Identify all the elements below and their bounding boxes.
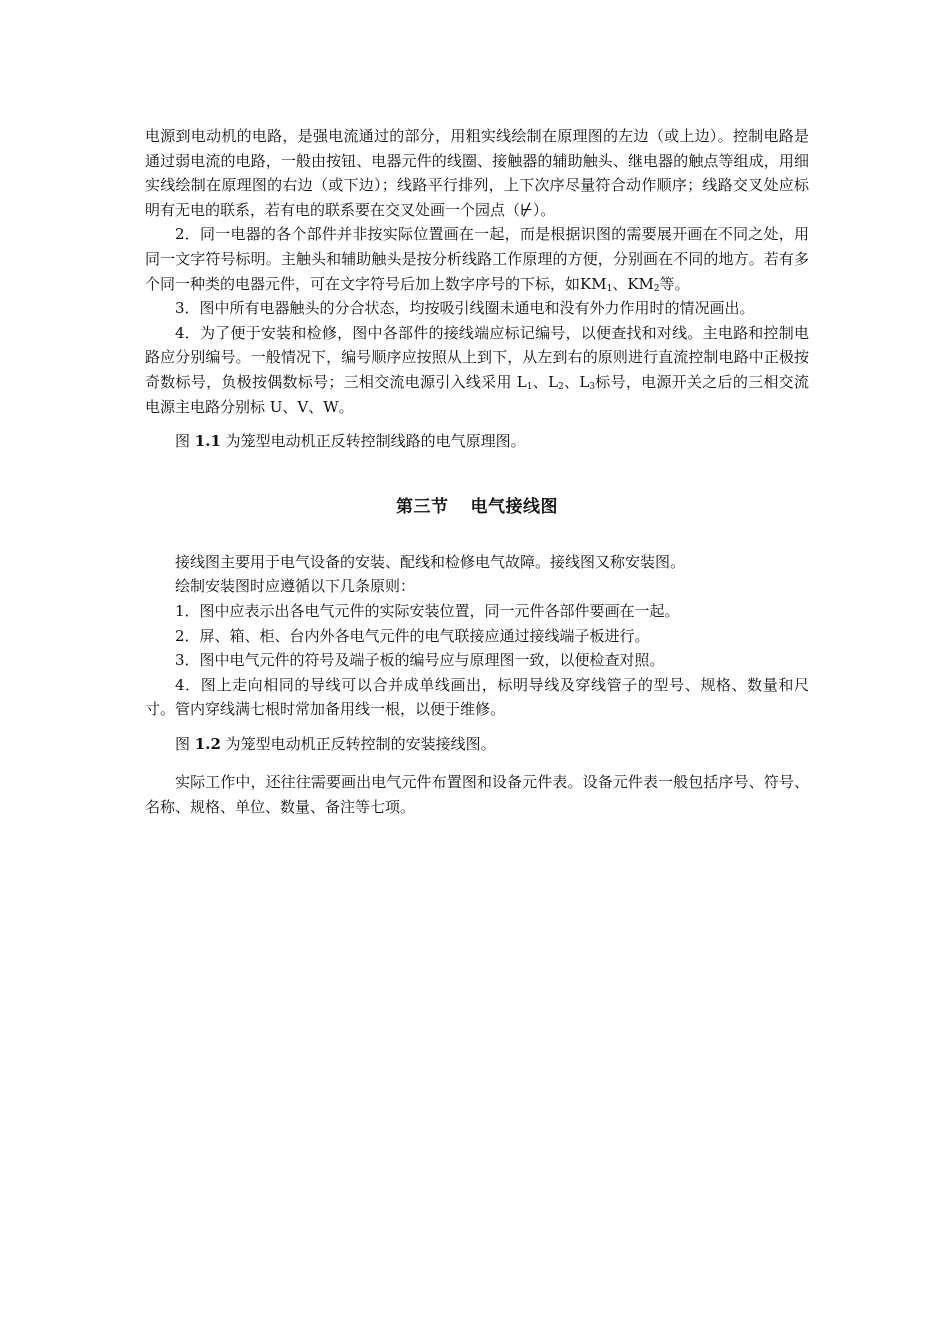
item-4	[145, 321, 809, 419]
l-subscript-3: 3	[589, 381, 596, 392]
figure-number: 1.2	[194, 734, 221, 753]
figure-1-1-caption	[145, 429, 809, 454]
paragraph-intro: 接线图主要用于电气设备的安装、配线和检修电气故障。接线图又称安装图。	[175, 552, 686, 571]
paragraph-circuit-description: 电源到电动机的电路，是强电流通过的部分，用粗实线绘制在原理图的左边（或上边）。控制电路是通过弱电流的电路，一般由按钮、电器元件的线圈、接触器的辅助触头、继电器的触点等组成，用细实线绘制在原理图的右边（或下边）；线路平行排列，上下次序尽量符合动作顺序；线路交叉处应标明有无电的联系，若有电的联系要在交叉处画一个园点（⊬）。	[145, 127, 809, 219]
paragraph-final: 实际工作中，还往往需要画出电气元件布置图和设备元件表。设备元件表一般包括序号、符号、名称、规格、单位、数量、备注等七项。	[145, 773, 809, 817]
subscript-2: 2	[653, 283, 660, 294]
rule-3: 3．图中电气元件的符号及端子板的编号应与原理图一致，以便检查对照。	[175, 651, 665, 670]
l-subscript-2: 2	[558, 381, 564, 392]
separator: 、	[612, 274, 628, 293]
figure-prefix: 图	[175, 432, 195, 451]
rule-1: 1．图中应表示出各电气元件的实际安装位置，同一元件各部件要画在一起。	[175, 601, 680, 620]
km-symbol-1: KM	[580, 274, 607, 293]
section-number: 第三节	[396, 496, 449, 517]
item-3: 3．图中所有电器触头的分合状态，均按吸引线圈未通电和没有外力作用时的情况画出。	[175, 299, 755, 318]
km-symbol-2: KM	[627, 274, 654, 293]
section-heading	[145, 494, 809, 520]
figure-1-2-caption	[145, 732, 809, 757]
item-2-end: 等。	[659, 274, 690, 293]
l-subscript-1: 1	[526, 381, 533, 392]
figure-number: 1.1	[194, 432, 221, 451]
l-symbol-3: L	[579, 372, 590, 391]
paragraph-principles: 绘制安装图时应遵循以下几条原则：	[175, 577, 416, 596]
item-2-text: 2．同一电器的各个部件并非按实际位置画在一起，而是根据识图的需要展开画在不同之处，用同一文字符号标明。主触头和辅助触头是按分析线路工作原理的方便，分别画在不同的地方。若有多个同一种类的电器元件，可在文字符号后加上数字序号的下标，如	[145, 225, 809, 293]
l-symbol-2: L	[548, 372, 559, 391]
figure-text: 为笼型电动机正反转控制的安装接线图。	[220, 734, 496, 753]
item-4-end: 标号，电源开关之后的三相交流电源主电路分别标 U、V、W。	[145, 372, 809, 416]
l-symbol-1: L	[516, 372, 527, 391]
document-body	[145, 124, 809, 820]
figure-prefix: 图	[175, 734, 195, 753]
item-4-text: 4．为了便于安装和检修，图中各部件的接线端应标记编号，以便查找和对线。主电路和控制电路应分别编号。一般情况下，编号顺序应按照从上到下，从左到右的原则进行直流控制电路中正极按奇数标号，负极按偶数标号；三相交流电源引入线采用	[145, 323, 809, 391]
subscript-1: 1	[606, 283, 613, 294]
item-2	[145, 222, 809, 296]
rule-2: 2．屏、箱、柜、台内外各电气元件的电气联接应通过接线端子板进行。	[175, 626, 650, 645]
figure-text: 为笼型电动机正反转控制线路的电气原理图。	[220, 432, 526, 451]
separator: 、	[532, 372, 549, 391]
separator: 、	[563, 372, 580, 391]
rule-4: 4．图上走向相同的导线可以合并成单线画出，标明导线及穿线管子的型号、规格、数量和尺寸。管内穿线满七根时常加备用线一根，以便于维修。	[145, 675, 809, 719]
section-title: 电气接线图	[470, 496, 558, 517]
